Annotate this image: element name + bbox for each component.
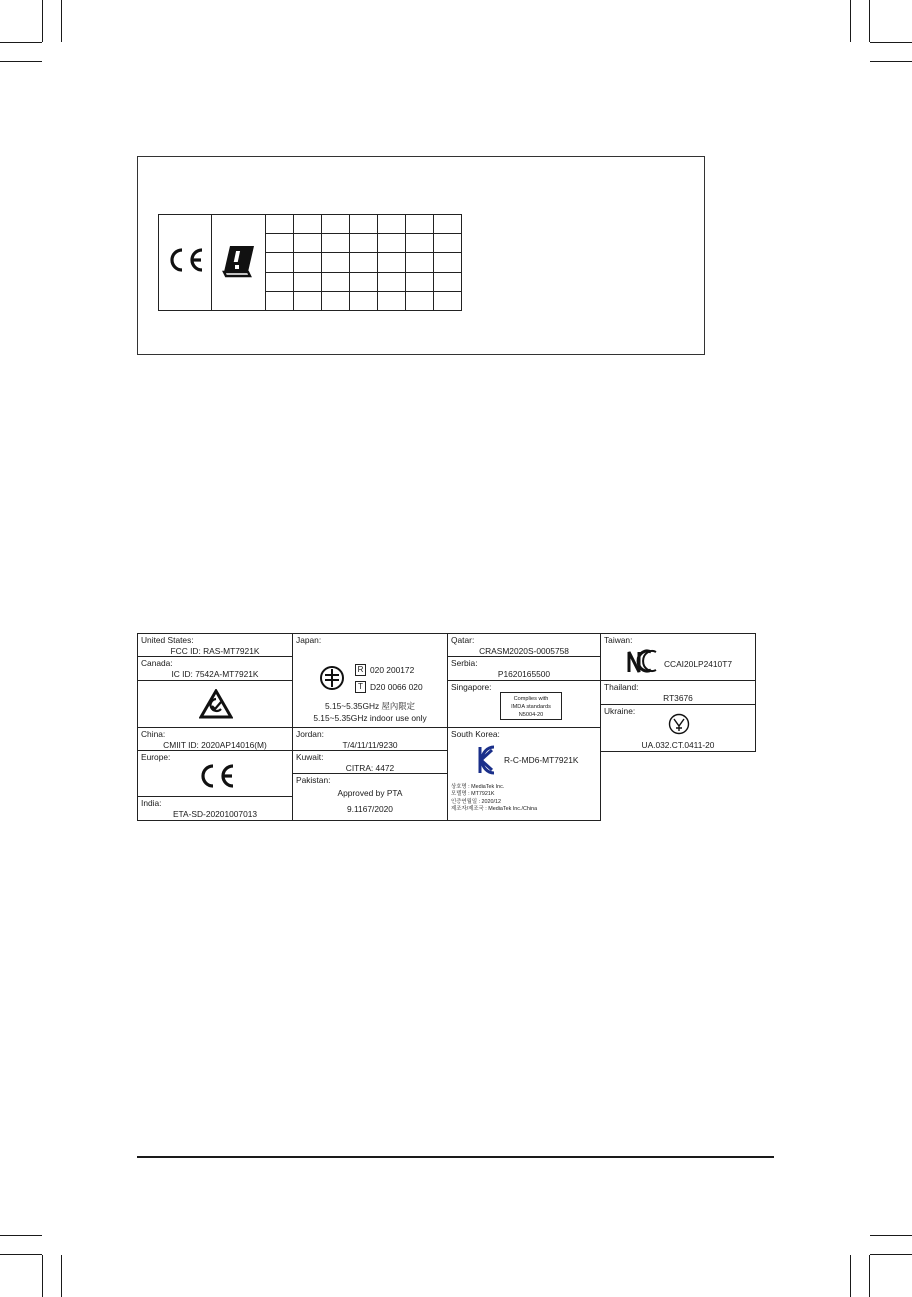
crop-mark (42, 1255, 43, 1297)
cert-value: T/4/11/11/9230 (342, 740, 398, 750)
taiwan-cert-value: CCAI20LP2410T7 (664, 659, 732, 669)
country-code-cell (266, 215, 294, 234)
crop-mark (61, 1255, 62, 1297)
country-code-cell (266, 234, 294, 253)
pakistan-line-2: 9.1167/2020 (347, 804, 393, 814)
cert-south-korea (447, 727, 601, 821)
country-code-cell (378, 291, 406, 310)
crop-mark (870, 1254, 912, 1255)
country-code-cell (434, 215, 462, 234)
cert-canada (137, 656, 293, 681)
cert-china (137, 727, 293, 751)
cert-label: Thailand: (604, 682, 639, 692)
crop-mark (870, 42, 912, 43)
country-code-cell (406, 253, 434, 272)
country-code-cell (294, 291, 322, 310)
cert-value: CMIIT ID: 2020AP14016(M) (163, 740, 267, 750)
cert-label: Europe: (141, 752, 171, 762)
country-code-cell (406, 215, 434, 234)
imda-line-1: Complies with (513, 696, 549, 702)
rcm-mark-icon (199, 689, 233, 719)
cert-label: India: (141, 798, 162, 808)
cert-label: Taiwan: (604, 635, 633, 645)
cert-united-states (137, 633, 293, 657)
cert-value: CRASM2020S-0005758 (479, 646, 569, 656)
cert-label: Japan: (296, 635, 322, 645)
cert-ukraine (600, 704, 756, 752)
country-code-cell (434, 253, 462, 272)
crop-mark (870, 1235, 912, 1236)
japan-note-jp: 5.15~5.35GHz 屋內限定 (324, 701, 416, 711)
country-code-cell (434, 291, 462, 310)
ce-mark-cell (159, 215, 212, 311)
footer-rule (137, 1156, 774, 1158)
crop-mark (42, 0, 43, 42)
eu-restriction-box (137, 156, 705, 355)
korea-line-4: 제조자/제조국 : MediaTek Inc./China (451, 806, 538, 813)
country-code-cell (322, 253, 350, 272)
telec-mark-icon (319, 665, 345, 691)
japan-r-value: 020 200172 (370, 665, 415, 675)
japan-note-en: 5.15~5.35GHz indoor use only (313, 713, 427, 723)
cert-label: United States: (141, 635, 194, 645)
imda-line-2: IMDA standards (511, 704, 551, 710)
country-code-cell (322, 272, 350, 291)
cert-rcm (137, 680, 293, 728)
cert-jordan (292, 727, 448, 751)
country-code-cell (350, 215, 378, 234)
crop-mark (850, 1255, 851, 1297)
cert-india (137, 796, 293, 821)
pakistan-line-1: Approved by PTA (337, 788, 403, 798)
ukraine-mark-icon (668, 713, 690, 735)
imda-box (500, 692, 562, 720)
ce-mark-icon (196, 763, 236, 789)
crop-mark (850, 0, 851, 42)
korea-line-1: 상호명 : MediaTek Inc. (451, 784, 505, 790)
country-code-cell (266, 272, 294, 291)
cert-thailand (600, 680, 756, 705)
eu-restriction-table (158, 214, 462, 311)
cert-serbia (447, 656, 601, 681)
korea-cert-value: R-C-MD6-MT7921K (504, 755, 579, 765)
japan-r-mark: R (355, 664, 366, 676)
country-code-cell (322, 234, 350, 253)
cert-taiwan (600, 633, 756, 681)
cert-label: Pakistan: (296, 775, 331, 785)
japan-t-value: D20 0066 020 (370, 682, 423, 692)
korea-details (451, 784, 537, 814)
country-code-cell (378, 215, 406, 234)
cert-europe (137, 750, 293, 797)
crop-mark (61, 0, 62, 42)
alert-book-icon (220, 242, 258, 278)
crop-mark (0, 42, 42, 43)
country-code-cell (322, 291, 350, 310)
country-code-cell (434, 272, 462, 291)
cert-label: Canada: (141, 658, 173, 668)
country-code-cell (434, 234, 462, 253)
ncc-mark-icon (627, 648, 657, 674)
country-code-cell (322, 215, 350, 234)
cert-label: Kuwait: (296, 752, 324, 762)
cert-label: Ukraine: (604, 706, 636, 716)
country-code-cell (266, 291, 294, 310)
cert-label: Singapore: (451, 682, 492, 692)
crop-mark (0, 1235, 42, 1236)
cert-label: Qatar: (451, 635, 475, 645)
cert-label: South Korea: (451, 729, 500, 739)
imda-line-3: N5004-20 (518, 712, 544, 718)
alert-cell (212, 215, 266, 311)
country-code-cell (294, 215, 322, 234)
crop-mark (869, 1255, 870, 1297)
cert-pakistan (292, 773, 448, 821)
ce-mark-icon (165, 247, 205, 273)
cert-value: FCC ID: RAS-MT7921K (170, 646, 260, 656)
country-code-cell (350, 272, 378, 291)
country-code-cell (406, 291, 434, 310)
country-code-cell (406, 234, 434, 253)
cert-qatar (447, 633, 601, 657)
country-code-cell (378, 272, 406, 291)
crop-mark (0, 61, 42, 62)
country-code-cell (406, 272, 434, 291)
cert-value: P1620165500 (497, 669, 551, 679)
country-code-cell (266, 253, 294, 272)
cert-value: CITRA: 4472 (345, 763, 395, 773)
cert-japan (292, 633, 448, 728)
korea-line-2: 모델명 : MT7921K (451, 791, 495, 798)
crop-mark (869, 0, 870, 42)
kc-mark-icon (472, 743, 500, 777)
cert-label: Jordan: (296, 729, 324, 739)
country-code-cell (294, 234, 322, 253)
cert-value: ETA-SD-20201007013 (172, 809, 258, 819)
crop-mark (0, 1254, 42, 1255)
crop-mark (870, 61, 912, 62)
cert-kuwait (292, 750, 448, 774)
country-code-cell (294, 253, 322, 272)
cert-singapore (447, 680, 601, 728)
country-code-cell (350, 291, 378, 310)
cert-label: Serbia: (451, 658, 478, 668)
country-code-cell (294, 272, 322, 291)
japan-t-mark: T (355, 681, 366, 693)
country-code-cell (350, 234, 378, 253)
cert-value: RT3676 (663, 693, 693, 703)
country-code-cell (378, 234, 406, 253)
cert-value: UA.032.CT.0411-20 (641, 740, 715, 750)
korea-line-3: 인증연월일 : 2020/12 (451, 798, 502, 805)
country-code-cell (350, 253, 378, 272)
country-code-cell (378, 253, 406, 272)
cert-value: IC ID: 7542A-MT7921K (171, 669, 259, 679)
cert-label: China: (141, 729, 166, 739)
